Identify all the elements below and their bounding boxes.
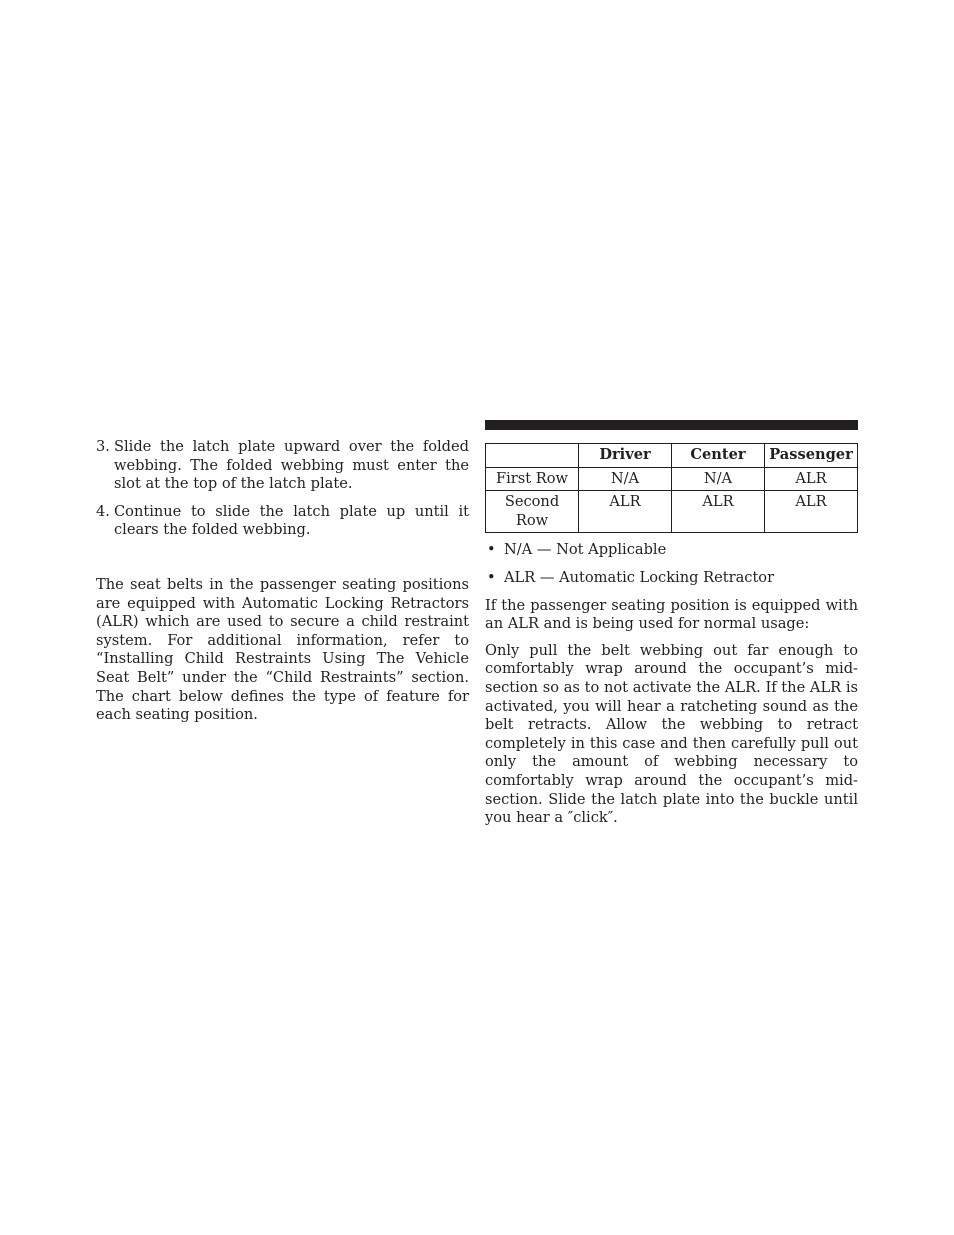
- table-header-cell: Driver: [579, 444, 672, 468]
- bullet-icon: •: [487, 568, 496, 586]
- list-item-text: N/A — Not Applicable: [504, 541, 667, 559]
- alr-intro-paragraph: The seat belts in the passenger seating positions are equipped with Automatic Locking Retractors (ALR) which are used to secure a child restraint system. For additional information, refer to “Installing Child Restraints Using The Vehicle Seat Belt” under the “Child Restraints” section. The chart below defines the type of feature for each seating position.: [96, 575, 469, 724]
- bullet-icon: •: [487, 541, 496, 559]
- table-header-row: [486, 444, 858, 468]
- table-cell: N/A: [672, 467, 765, 491]
- list-item: [485, 569, 858, 588]
- normal-usage-paragraph: If the passenger seating position is equipped with an ALR and is being used for normal usage:: [485, 596, 858, 633]
- seating-position-table: [485, 443, 858, 533]
- table-header-cell: Center: [672, 444, 765, 468]
- table-cell: N/A: [579, 467, 672, 491]
- list-item-text: ALR — Automatic Locking Retractor: [504, 568, 775, 586]
- table-header-cell: [486, 444, 579, 468]
- legend-list: [485, 541, 858, 587]
- table-cell: Second Row: [486, 491, 579, 533]
- table-header-cell: Passenger: [765, 444, 858, 468]
- table-cell: ALR: [579, 491, 672, 533]
- step-number: 3.: [96, 438, 110, 455]
- webbing-instructions-paragraph: Only pull the belt webbing out far enough to comfortably wrap around the occupant’s mid-section so as to not activate the ALR. If the ALR is activated, you will hear a ratcheting sound as the belt retracts. Allow the webbing to retract completely in this case and then carefully pull out only the amount of webbing necessary to comfortably wrap around the occupant’s mid-section. Slide the latch plate into the buckle until you hear a ″click″.: [485, 641, 858, 827]
- step-number: 4.: [96, 502, 110, 520]
- table-row: [486, 467, 858, 491]
- table-cell: ALR: [765, 491, 858, 533]
- section-rule-bar: [485, 420, 858, 430]
- list-item: [485, 541, 858, 560]
- table-row: [486, 491, 858, 533]
- right-column: [485, 420, 858, 836]
- table-cell: ALR: [672, 491, 765, 533]
- table-cell: ALR: [765, 467, 858, 491]
- step-text: Continue to slide the latch plate up until it clears the folded webbing.: [114, 502, 469, 539]
- step-4: [96, 503, 469, 540]
- step-3: [96, 438, 469, 494]
- table-cell: First Row: [486, 467, 579, 491]
- left-column: [96, 438, 469, 725]
- step-text: Slide the latch plate upward over the folded webbing. The folded webbing must enter the slot at the top of the latch plate.: [114, 438, 469, 493]
